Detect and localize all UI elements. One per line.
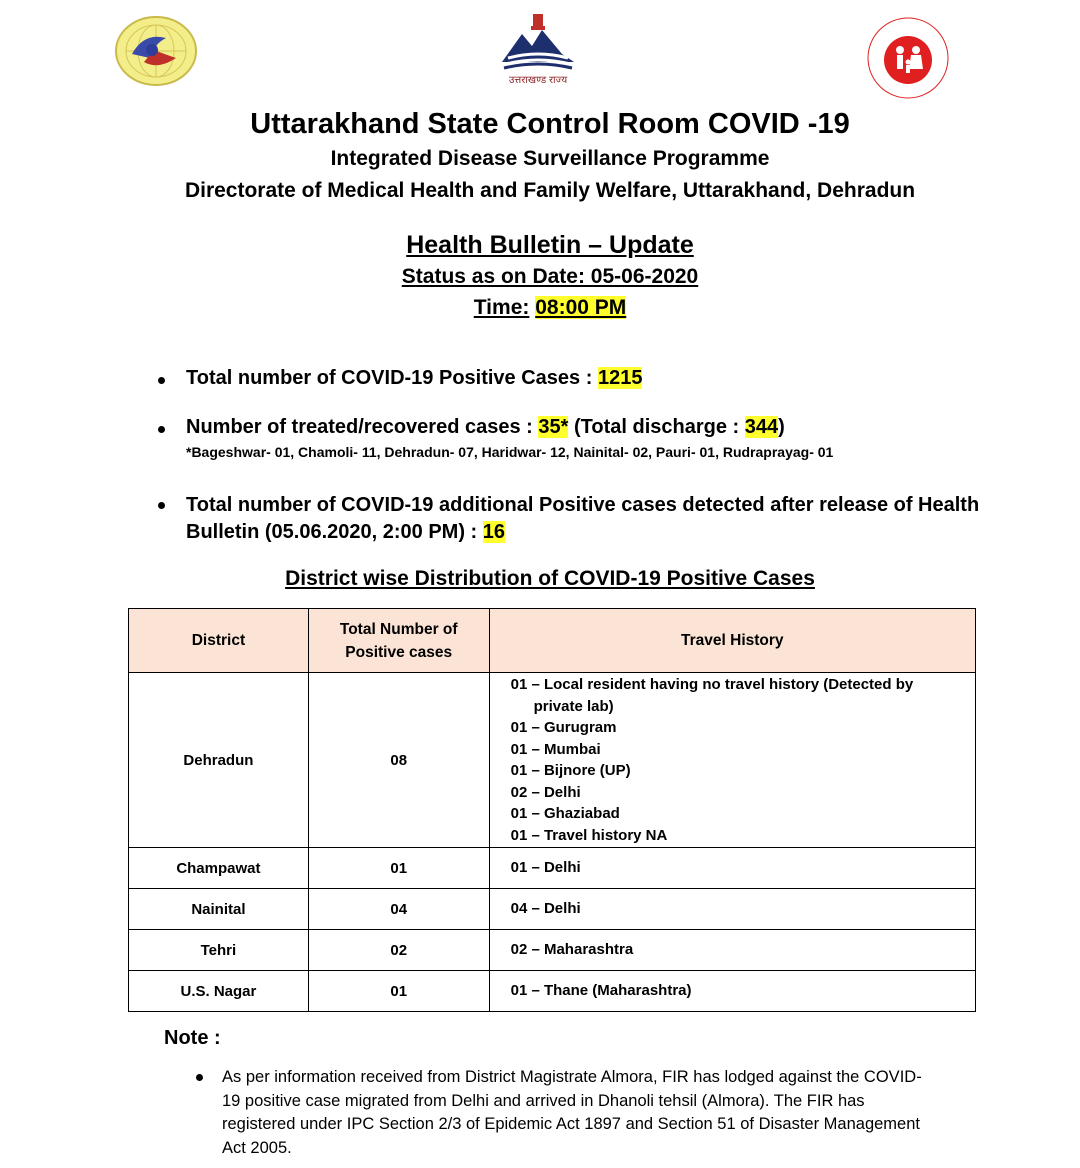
header-district: District (129, 609, 309, 673)
district-cell: Nainital (129, 889, 309, 930)
travel-cell: 01 – Delhi (489, 848, 975, 889)
header-total-line2: Positive cases (345, 643, 453, 661)
additional-value: 16 (482, 521, 506, 543)
treated-value: 35* (538, 416, 569, 438)
bulletin-time (0, 296, 1080, 320)
history-line: 01 – Local resident having no travel history (Detected by (510, 676, 914, 693)
time-value: 08:00 PM (535, 296, 627, 319)
table-header-row (129, 609, 976, 673)
additional-line2: Bulletin (05.06.2020, 2:00 PM) : (186, 521, 478, 543)
count-cell: 01 (308, 848, 489, 889)
history-line: 01 – Bijnore (UP) (510, 762, 631, 779)
header-total-line1: Total Number of (339, 620, 458, 638)
district-cell: U.S. Nagar (129, 971, 309, 1012)
history-line: 01 – Ghaziabad (510, 805, 620, 822)
idsp-logo (114, 14, 198, 88)
table-row (129, 673, 976, 848)
recovered-footnote: *Bageshwar- 01, Chamoli- 11, Dehradun- 07, Haridwar- 12, Nainital- 02, Pauri- 01, Rudraprayag- 01 (186, 444, 834, 460)
history-line: 01 – Gurugram (510, 719, 617, 736)
history-line: 01 – Mumbai (510, 740, 601, 758)
district-cell: Champawat (129, 848, 309, 889)
history-line: private lab) (533, 697, 614, 715)
additional-line1: Total number of COVID-19 additional Positive cases detected after release of Health (186, 494, 980, 516)
header-travel: Travel History (489, 609, 975, 673)
district-table (128, 608, 976, 1012)
bullet-dot (158, 426, 165, 433)
note-title: Note : (164, 1027, 221, 1049)
total-cases-label: Total number of COVID-19 Positive Cases : (186, 367, 593, 389)
travel-cell (489, 673, 975, 848)
table-row (129, 971, 976, 1012)
count-cell: 01 (308, 971, 489, 1012)
bulletin-title-text: Health Bulletin – Update (406, 231, 694, 259)
nhm-logo (866, 16, 950, 100)
bullet-dot (158, 502, 165, 509)
travel-cell: 04 – Delhi (489, 889, 975, 930)
note-text: As per information received from District Magistrate Almora, FIR has lodged against the COVID-19 positive case migrated from Delhi and arrived in Dhanoli tehsil (Almora). The FIR has registered under IPC Section 2/3 of Epidemic Act 1897 and Section 51 of Disaster Management Act 2005. (222, 1068, 922, 1157)
history-line: 01 – Travel history NA (510, 826, 668, 844)
page-title: Uttarakhand State Control Room COVID -19 (250, 108, 850, 140)
history-line: 02 – Delhi (510, 783, 581, 801)
table-title: District wise Distribution of COVID-19 Positive Cases (285, 567, 815, 590)
travel-cell: 02 – Maharashtra (489, 930, 975, 971)
count-cell: 08 (308, 673, 489, 848)
count-cell: 04 (308, 889, 489, 930)
count-cell: 02 (308, 930, 489, 971)
emblem-caption: उत्तराखण्ड राज्य (508, 75, 568, 86)
directorate-name: Directorate of Medical Health and Family Welfare, Uttarakhand, Dehradun (184, 179, 916, 202)
table-row (129, 889, 976, 930)
travel-cell: 01 – Thane (Maharashtra) (489, 971, 975, 1012)
bulletin-status-text: Status as on Date: 05-06-2020 (401, 265, 699, 288)
time-label: Time: (473, 296, 530, 319)
bulletin-status (0, 265, 1080, 289)
treated-label: Number of treated/recovered cases : (186, 416, 533, 438)
table-row (129, 848, 976, 889)
bullet-dot (196, 1074, 203, 1081)
total-cases-value: 1215 (597, 367, 643, 389)
programme-name: Integrated Disease Surveillance Programme (330, 147, 770, 170)
district-cell: Tehri (129, 930, 309, 971)
discharge-value: 344 (744, 416, 779, 438)
bullet-dot (158, 377, 165, 384)
discharge-close: ) (778, 416, 785, 438)
bulletin-title (0, 231, 1080, 260)
district-cell: Dehradun (129, 673, 309, 848)
header-total (308, 609, 489, 673)
table-row (129, 930, 976, 971)
discharge-label: (Total discharge : (573, 416, 740, 438)
